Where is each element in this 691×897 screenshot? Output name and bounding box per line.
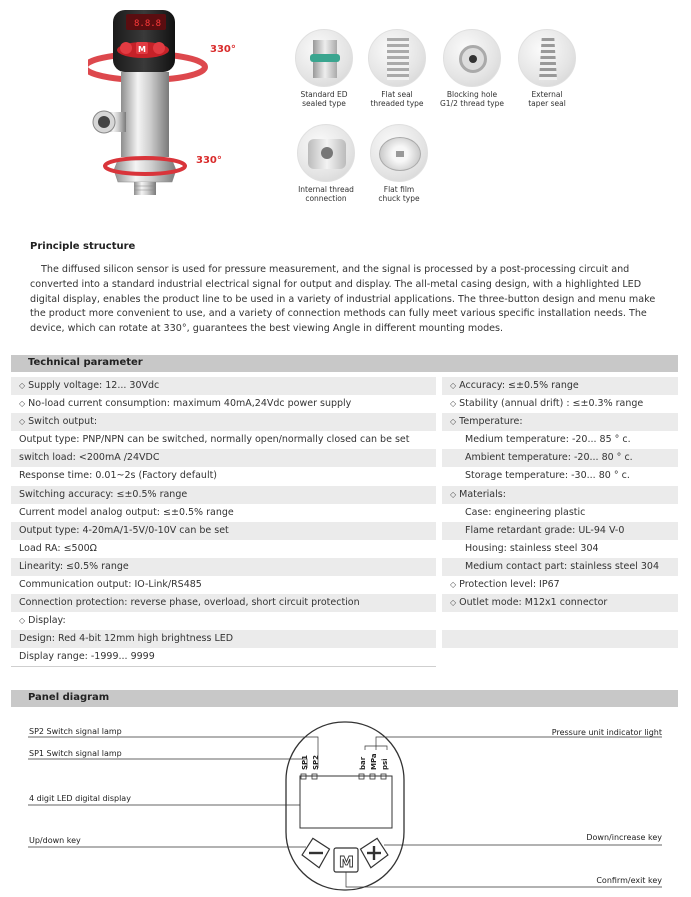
section-title: Technical parameter	[28, 357, 143, 368]
pressure-unit-label: Pressure unit indicator light	[551, 728, 662, 737]
product-image	[88, 0, 248, 195]
param-row: Case: engineering plastic	[465, 506, 586, 518]
section-title: Panel diagram	[28, 692, 110, 703]
panel-diagram-header	[11, 690, 678, 707]
param-row-empty	[442, 630, 678, 648]
connection-option: Flat seal threaded type	[357, 29, 437, 108]
param-row: ◇ Display:	[19, 615, 66, 627]
principle-body: The diffused silicon sensor is used for pressure measurement, and the signal is processed by a post-processing circuit and converted into a standard industrial electrical signal for output and display. The all-metal casing design, with a highlighted LED digital display, enables the product line to be used in a variety of industrial applications. The three-button design and menu make the product more convenient to use, and a variety of connection methods can fully meet various specific installation needs. The device, which can rotate at 330°, guarantees the best viewing Angle in different mounting modes.	[30, 264, 656, 335]
param-row: ◇ Supply voltage: 12... 30Vdc	[11, 377, 436, 395]
diamond-icon: ◇	[19, 381, 26, 390]
diamond-icon: ◇	[450, 381, 457, 390]
sp2-lamp-label: SP2	[312, 754, 320, 770]
blocking-hole-image	[443, 29, 501, 87]
technical-parameter-header	[11, 355, 678, 372]
param-row: ◇ Accuracy: ≤±0.5% range	[442, 377, 678, 395]
sp1-label: SP1 Switch signal lamp	[29, 749, 122, 758]
updown-key-label: Up/down key	[29, 836, 81, 845]
param-row: ◇ Switch output:	[11, 413, 436, 431]
diamond-icon: ◇	[450, 417, 457, 427]
param-row: Flame retardant grade: UL-94 V-0	[442, 522, 678, 540]
diamond-icon: ◇	[19, 399, 26, 409]
unit-bar-label: bar	[359, 756, 367, 770]
pressure-sensor-illustration	[88, 0, 248, 195]
diamond-icon: ◇	[450, 580, 457, 590]
connection-option: Standard ED sealed type	[284, 29, 364, 108]
param-row: ◇ Materials:	[442, 486, 678, 504]
param-row: ◇ Stability (annual drift) : ≤±0.3% range	[450, 398, 644, 410]
param-row: Communication output: IO-Link/RS485	[19, 579, 202, 591]
param-row: Display range: -1999... 9999	[11, 648, 436, 666]
down-increase-label: Down/increase key	[586, 833, 662, 842]
param-row: Medium contact part: stainless steel 304	[442, 558, 678, 576]
param-row: switch load: <200mA /24VDC	[11, 449, 436, 467]
sp1-lamp-label: SP1	[301, 754, 309, 770]
connection-option: Internal thread connection	[286, 124, 366, 203]
m-key[interactable]	[334, 848, 358, 872]
unit-mpa-label: MPa	[370, 753, 378, 770]
param-row: Response time: 0.01~2s (Factory default)	[19, 470, 218, 482]
rotation-label-bottom: 330°	[196, 155, 222, 166]
param-row: Current model analog output: ≤±0.5% range	[19, 506, 234, 518]
unit-psi-label: psi	[381, 758, 389, 770]
param-row: Connection protection: reverse phase, overload, short circuit protection	[11, 594, 436, 612]
leader-line	[28, 759, 307, 768]
tech-param-right-column	[442, 377, 678, 648]
connection-option: Flat film chuck type	[359, 124, 439, 203]
principle-title: Principle structure	[30, 241, 136, 252]
led-window	[300, 776, 392, 828]
param-row: Ambient temperature: -20... 80 ° c.	[442, 449, 678, 467]
param-row: ◇ Temperature:	[442, 413, 678, 431]
param-row: Linearity: ≤0.5% range	[11, 558, 436, 576]
m-key-label: M	[339, 853, 354, 871]
flat-seal-image	[368, 29, 426, 87]
param-row: ◇ Outlet mode: M12x1 connector	[442, 594, 678, 612]
confirm-exit-label: Confirm/exit key	[596, 876, 662, 885]
param-row: Storage temperature: -30... 80 ° c.	[465, 470, 630, 482]
flat-film-image	[370, 124, 428, 182]
internal-thread-image	[297, 124, 355, 182]
connection-option: Blocking hole G1/2 thread type	[432, 29, 512, 108]
panel-diagram	[0, 710, 691, 897]
diamond-icon: ◇	[450, 598, 457, 608]
svg-text:M: M	[138, 45, 146, 54]
diamond-icon: ◇	[19, 417, 26, 427]
led-display-label: 4 digit LED digital display	[29, 794, 131, 803]
param-row: Housing: stainless steel 304	[465, 542, 599, 554]
diamond-icon: ◇	[19, 616, 26, 626]
rotation-label-top: 330°	[210, 44, 236, 55]
diamond-icon: ◇	[450, 399, 457, 409]
param-row: ◇ Protection level: IP67	[450, 579, 560, 591]
leader-line	[376, 737, 662, 746]
param-row: Switching accuracy: ≤±0.5% range	[11, 486, 436, 504]
param-row: Output type: PNP/NPN can be switched, normally open/normally closed can be set	[19, 434, 410, 446]
param-row: Load RA: ≤500Ω	[19, 542, 97, 554]
seal-ed-image	[295, 29, 353, 87]
sp2-label: SP2 Switch signal lamp	[29, 727, 122, 736]
param-row: ◇ No-load current consumption: maximum 40mA,24Vdc power supply	[19, 398, 352, 410]
param-row: Medium temperature: -20... 85 ° c.	[465, 434, 631, 446]
param-row: Output type: 4-20mA/1-5V/0-10V can be set	[11, 522, 436, 540]
connection-option: External taper seal	[507, 29, 587, 108]
diamond-icon: ◇	[450, 489, 457, 499]
param-row-empty	[442, 612, 678, 630]
taper-seal-image	[518, 29, 576, 87]
param-row: Design: Red 4-bit 12mm high brightness LED	[11, 630, 436, 648]
svg-text:8.8.8: 8.8.8	[134, 19, 162, 29]
tech-param-left-column	[11, 377, 436, 667]
